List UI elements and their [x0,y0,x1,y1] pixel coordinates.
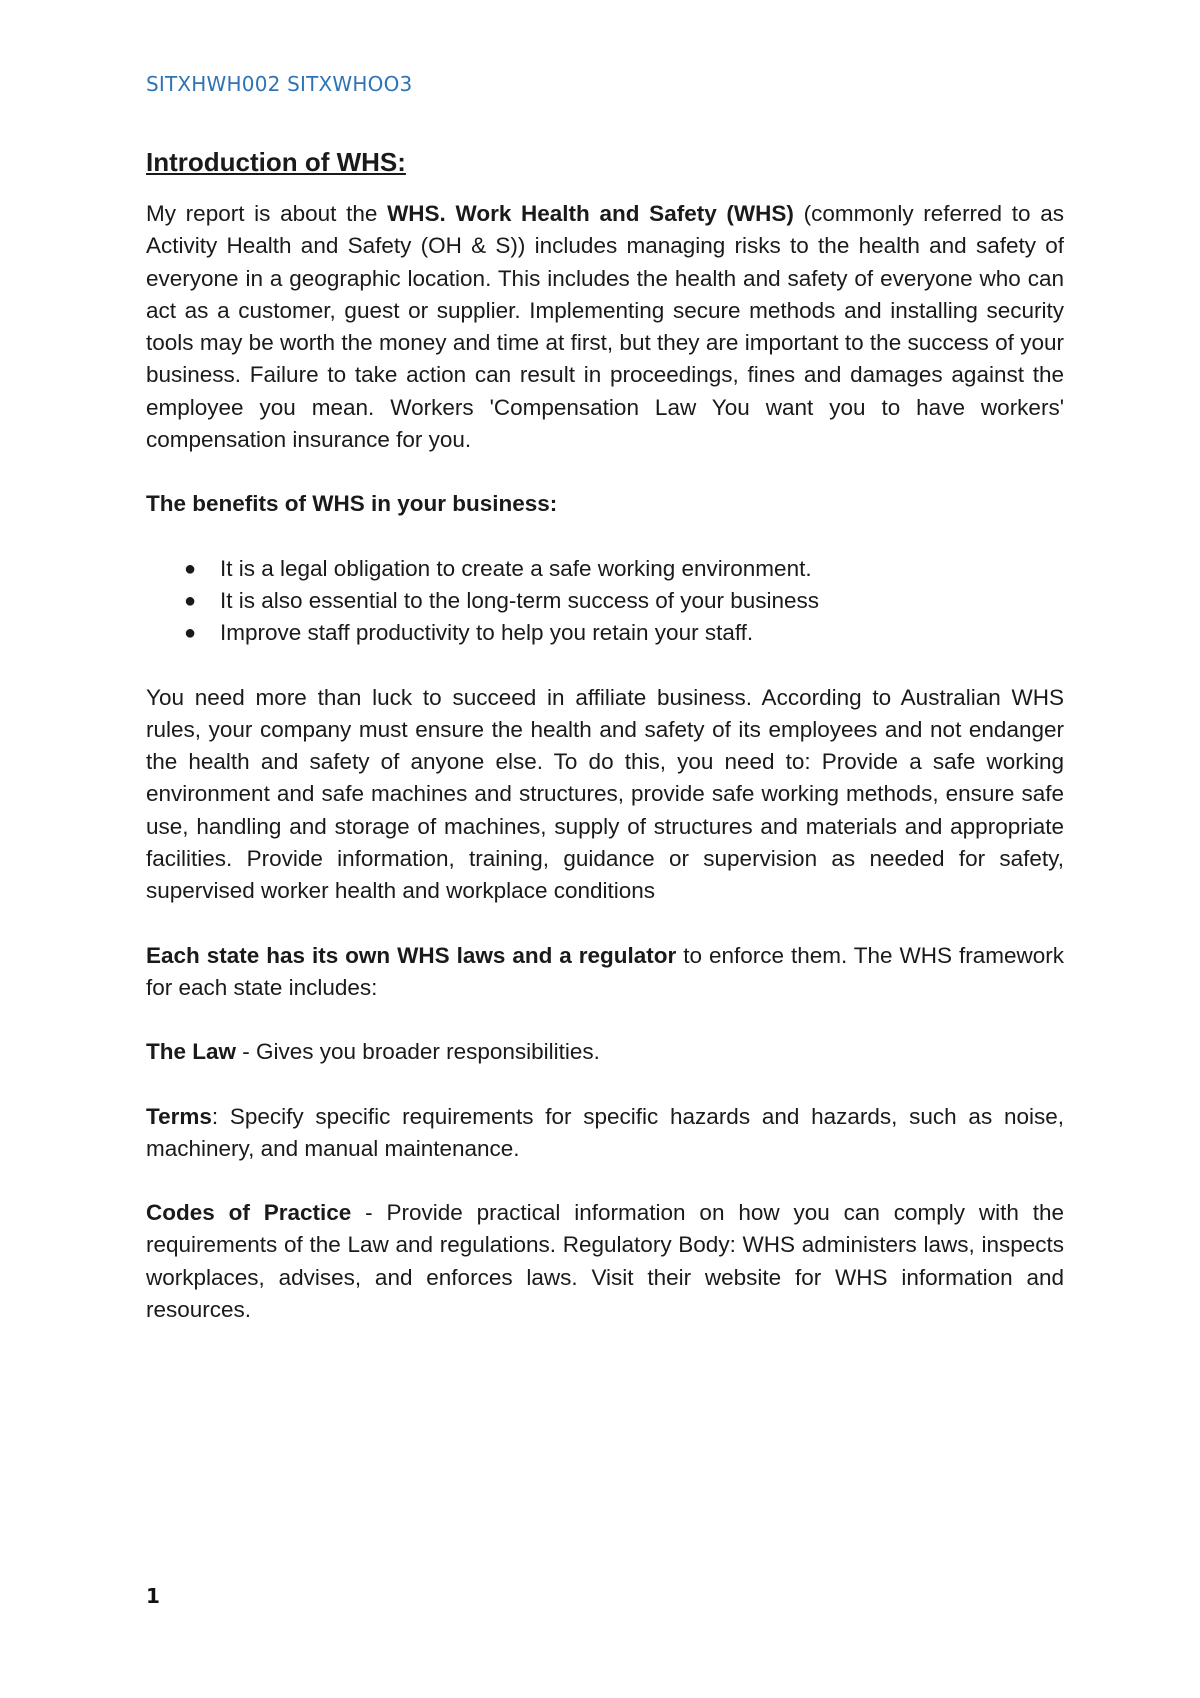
state-laws-paragraph [146,940,1064,1005]
codes-bold: Codes of Practice [146,1200,352,1226]
bullet-icon: ● [184,622,197,645]
running-header: SITXHWH002 SITXWHOO3 [146,72,413,96]
bullet-icon: ● [184,557,197,580]
codes-paragraph [146,1197,1064,1326]
law-paragraph [146,1036,1064,1068]
intro-bold: WHS. Work Health and Safety (WHS) [387,201,794,226]
document-body [146,144,1064,1358]
benefits-heading: The benefits of WHS in your business: [146,491,558,517]
terms-rest: : Specify specific requirements for specific hazards and hazards, such as noise, machinery, and manual maintenance. [146,1103,1064,1161]
law-rest: - Gives you broader responsibilities. [236,1039,600,1065]
law-bold: The Law [146,1039,237,1065]
list-item-text: It is a legal obligation to create a safe working environment. [220,555,812,581]
list-item [184,553,1064,585]
intro-lead: My report is about the [146,201,388,226]
list-item-text: It is also essential to the long-term success of your business [220,587,820,613]
codes-rest: - Provide practical information on how you can comply with the requirements of the Law and regulations. Regulatory Body: WHS administers laws, inspects workplaces, advises, and enforces laws. Visit their website for WHS information and resources. [146,1200,1064,1323]
luck-paragraph: You need more than luck to succeed in affiliate business. According to Australian WHS rules, your company must ensure the health and safety of its employees and not endanger the health and safety of anyone else. To do this, you need to: Provide a safe working environment and safe machines and structures, provide safe working methods, ensure safe use, handling and storage of machines, supply of structures and materials and appropriate facilities. Provide information, training, guidance or supervision as needed for safety, supervised worker health and workplace conditions [146,684,1064,904]
list-item-text: Improve staff productivity to help you retain your staff. [220,620,754,646]
benefits-list [146,553,1064,650]
list-item [184,617,1064,649]
bullet-icon: ● [184,589,197,612]
terms-paragraph [146,1101,1064,1166]
page-number: 1 [146,1584,160,1608]
intro-rest: (commonly referred to as Activity Health and Safety (OH & S)) includes managing risks to the health and safety of everyone in a geographic location. This includes the health and safety of everyone who can act as a customer, guest or supplier. Implementing secure methods and installing security tools may be worth the money and time at first, but they are important to the success of your business. Failure to take action can result in proceedings, fines and damages against the employee you mean. Workers 'Compensation Law You want you to have workers' compensation insurance for you. [146,201,1064,453]
document-title: Introduction of WHS: [146,147,406,177]
terms-bold: Terms [146,1103,212,1129]
list-item [184,585,1064,617]
state-laws-bold: Each state has its own WHS laws and a regulator [146,942,677,968]
intro-paragraph [146,198,1064,456]
state-laws-rest: to enforce them. The WHS framework for each state includes: [146,942,1065,1000]
